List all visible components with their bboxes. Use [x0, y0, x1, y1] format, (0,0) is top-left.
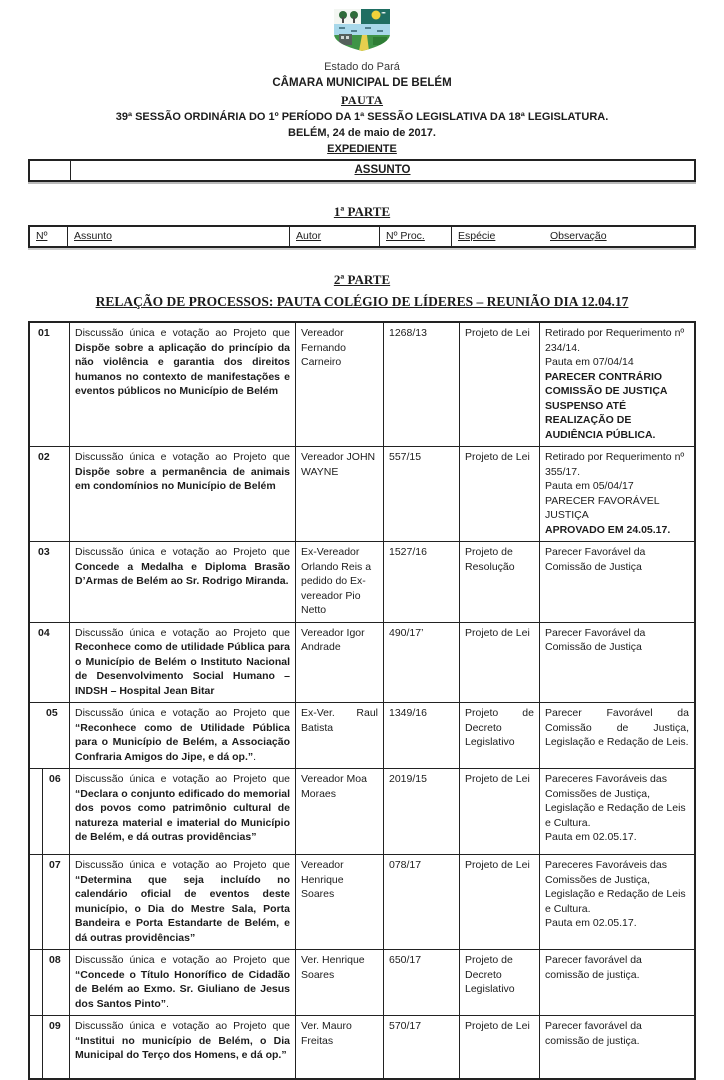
obs-cell	[540, 1016, 694, 1078]
row-number: 09	[43, 1016, 70, 1078]
row-number: 06	[43, 769, 70, 854]
assunto-tail: .	[253, 750, 257, 763]
especie-cell: Projeto de Resolução	[460, 542, 540, 622]
column-header-row	[28, 225, 696, 248]
row-number: 07	[43, 855, 70, 949]
org-name: CÂMARA MUNICIPAL DE BELÉM	[272, 77, 452, 89]
process-table	[28, 321, 696, 1080]
assunto-cell	[70, 950, 296, 1015]
obs-line: Pareceres Favoráveis das Comissões de Justiça, Legislação e Redação de Leis e Cultura.	[545, 773, 686, 829]
especie-cell: Projeto de Lei	[460, 447, 540, 541]
obs-line: Parecer Favorável da Comissão de Justiça	[545, 546, 646, 573]
obs-line: Pauta em 02.05.17.	[545, 831, 637, 843]
logo-container	[0, 0, 724, 58]
especie-cell: Projeto de Lei	[460, 1016, 540, 1078]
assunto-cell	[70, 542, 296, 622]
autor-cell: Ver. Mauro Freitas	[296, 1016, 384, 1078]
autor-cell: Vereador Moa Moraes	[296, 769, 384, 854]
coat-of-arms-logo	[331, 7, 393, 53]
row-number: 05	[30, 703, 70, 768]
proc-cell: 2019/15	[384, 769, 460, 854]
table-row	[30, 703, 694, 769]
assunto-bold: “Concede o Título Honorífico de Cidadão de Belém ao Exmo. Sr. Giuliano de Jesus dos Santos Pinto”	[75, 968, 290, 1010]
autor-cell: Vereador Henrique Soares	[296, 855, 384, 949]
assunto-lead: Discussão única e votação ao Projeto que	[75, 859, 290, 871]
table-row	[30, 950, 694, 1016]
proc-cell: 1268/13	[384, 323, 460, 446]
row-number: 01	[30, 323, 70, 446]
obs-line: Pareceres Favoráveis das Comissões de Justiça, Legislação e Redação de Leis e Cultura.	[545, 859, 686, 915]
assunto-lead: Discussão única e votação ao Projeto que	[75, 1020, 290, 1032]
autor-cell: Ex-Ver. Raul Batista	[296, 703, 384, 768]
obs-line: PARECER FAVORÁVEL JUSTIÇA	[545, 494, 660, 521]
row-indent-cell	[30, 1016, 43, 1078]
row-indent-cell	[30, 950, 43, 1015]
table-row	[30, 855, 694, 950]
obs-line: Pauta em 02.05.17.	[545, 917, 637, 929]
session-line: 39ª SESSÃO ORDINÁRIA DO 1º PERÍODO DA 1ª SESSÃO LEGISLATIVA DA 18ª LEGISLATURA.	[115, 111, 609, 123]
process-table-body	[30, 323, 694, 1078]
expediente-label: EXPEDIENTE	[327, 143, 397, 155]
obs-line: Retirado por Requerimento nº 355/17.	[545, 451, 685, 478]
obs-line: COMISSÃO DE JUSTIÇA	[545, 385, 668, 397]
obs-cell	[540, 542, 694, 622]
assunto-lead: Discussão única e votação ao Projeto que	[75, 626, 290, 639]
row-number: 03	[30, 542, 70, 622]
assunto-lead: Discussão única e votação ao Projeto que	[75, 546, 290, 558]
obs-line: PARECER CONTRÁRIO	[545, 370, 663, 383]
doc-title: PAUTA	[340, 93, 384, 107]
assunto-bold: Reconhece como de utilidade Pública para o Município de Belém o Instituto Nacional de Desenvolvimento Social Humano – INDSH – Hospital Jean Bitar	[75, 641, 290, 697]
assunto-lead: Discussão única e votação ao Projeto que	[75, 954, 290, 966]
table-row	[30, 323, 694, 447]
obs-cell	[540, 623, 694, 703]
autor-cell: Ver. Henrique Soares	[296, 950, 384, 1015]
row-indent-cell	[30, 769, 43, 854]
especie-cell: Projeto de Lei	[460, 323, 540, 446]
especie-cell: Projeto de Decreto Legislativo	[460, 950, 540, 1015]
autor-cell: Vereador Fernando Carneiro	[296, 323, 384, 446]
assunto-box-stub	[30, 161, 71, 180]
obs-line: APROVADO EM 24.05.17.	[545, 523, 671, 536]
autor-cell: Ex-Vereador Orlando Reis a pedido do Ex-vereador Pio Netto	[296, 542, 384, 622]
row-number: 04	[30, 623, 70, 703]
proc-cell: 078/17	[384, 855, 460, 949]
assunto-lead: Discussão única e votação ao Projeto que	[75, 707, 290, 719]
assunto-bold: Dispõe sobre a permanência de animais em condomínios no Município de Belém	[75, 465, 290, 492]
proc-cell: 1527/16	[384, 542, 460, 622]
assunto-tail: .	[166, 997, 169, 1010]
part2-subtitle: RELAÇÃO DE PROCESSOS: PAUTA COLÉGIO DE LÍDERES – REUNIÃO DIA 12.04.17	[95, 294, 629, 309]
table-row	[30, 623, 694, 704]
autor-cell: Vereador JOHN WAYNE	[296, 447, 384, 541]
table-row	[30, 542, 694, 623]
table-row	[30, 1016, 694, 1078]
proc-cell: 490/17’	[384, 623, 460, 703]
obs-cell	[540, 703, 694, 768]
row-indent-cell	[30, 855, 43, 949]
autor-cell: Vereador Igor Andrade	[296, 623, 384, 703]
assunto-bold: Concede a Medalha e Diploma Brasão D’Armas de Belém ao Sr. Rodrigo Miranda.	[75, 560, 290, 587]
assunto-bold: “Reconhece como de Utilidade Pública para o Município de Belém, a Associação Confraria Amigos do Jipe, e dá op.”	[75, 721, 290, 763]
obs-cell	[540, 323, 694, 446]
state-line: Estado do Pará	[324, 61, 400, 73]
proc-cell: 1349/16	[384, 703, 460, 768]
obs-line: Parecer Favorável da Comissão de Justiça, Legislação e Redação de Leis.	[545, 707, 689, 748]
proc-cell: 650/17	[384, 950, 460, 1015]
especie-cell: Projeto de Lei	[460, 623, 540, 703]
column-header-autor: Autor	[290, 227, 380, 246]
assunto-header-box	[28, 159, 696, 182]
obs-line: Pauta em 07/04/14	[545, 356, 634, 368]
column-header-observacao: Observação	[550, 230, 607, 242]
especie-cell: Projeto de Lei	[460, 855, 540, 949]
table-row	[30, 769, 694, 855]
assunto-label: ASSUNTO	[354, 164, 411, 176]
column-header-proc: Nº Proc.	[380, 227, 452, 246]
assunto-cell	[70, 1016, 296, 1078]
assunto-lead: Discussão única e votação ao Projeto que	[75, 451, 290, 463]
obs-line: SUSPENSO ATÉ REALIZAÇÃO DE AUDIÊNCIA PÚBLICA.	[545, 399, 656, 441]
column-header-especie: Espécie	[458, 230, 496, 242]
obs-cell	[540, 855, 694, 949]
obs-line: Pauta em 05/04/17	[545, 480, 634, 492]
obs-cell	[540, 447, 694, 541]
assunto-lead: Discussão única e votação ao Projeto que	[75, 327, 290, 339]
assunto-cell	[70, 447, 296, 541]
column-header-no: Nº	[30, 227, 68, 246]
place-date-line: BELÉM, 24 de maio de 2017.	[288, 127, 436, 139]
assunto-bold: Dispõe sobre a aplicação do princípio da não violência e garantia dos direitos humanos no contexto de manifestações e eventos públicos no Município de Belém	[75, 341, 290, 397]
obs-line: Parecer favorável da comissão de justiça.	[545, 954, 642, 981]
assunto-cell	[70, 323, 296, 446]
column-header-assunto: Assunto	[68, 227, 290, 246]
assunto-bold: “Determina que seja incluído no calendário oficial de eventos deste município, o Dia do Mestre Sala, Porta Bandeira e Porta Estandarte de Belém, e dá outras providências”	[75, 873, 290, 944]
obs-cell	[540, 769, 694, 854]
proc-cell: 557/15	[384, 447, 460, 541]
assunto-bold: “Institui no município de Belém, o Dia Municipal do Terço dos Homens, e dá op.”	[75, 1034, 290, 1061]
assunto-lead: Discussão única e votação ao Projeto que	[75, 773, 290, 785]
especie-cell: Projeto de Decreto Legislativo	[460, 703, 540, 768]
row-number: 02	[30, 447, 70, 541]
part1-title: 1ª PARTE	[333, 204, 391, 219]
assunto-cell	[70, 769, 296, 854]
proc-cell: 570/17	[384, 1016, 460, 1078]
part2-title: 2ª PARTE	[333, 272, 391, 287]
assunto-bold: “Declara o conjunto edificado do memorial dos povos como patrimônio cultural de natureza material e imaterial do Município de Belém, e dá outras providências”	[75, 787, 290, 843]
obs-cell	[540, 950, 694, 1015]
table-row	[30, 447, 694, 542]
row-number: 08	[43, 950, 70, 1015]
obs-line: Parecer favorável da comissão de justiça.	[545, 1020, 642, 1047]
assunto-cell	[70, 623, 296, 703]
assunto-cell	[70, 855, 296, 949]
obs-line: Parecer Favorável da Comissão de Justiça	[545, 626, 646, 653]
especie-cell: Projeto de Lei	[460, 769, 540, 854]
assunto-cell	[70, 703, 296, 768]
obs-line: Retirado por Requerimento nº 234/14.	[545, 327, 685, 354]
